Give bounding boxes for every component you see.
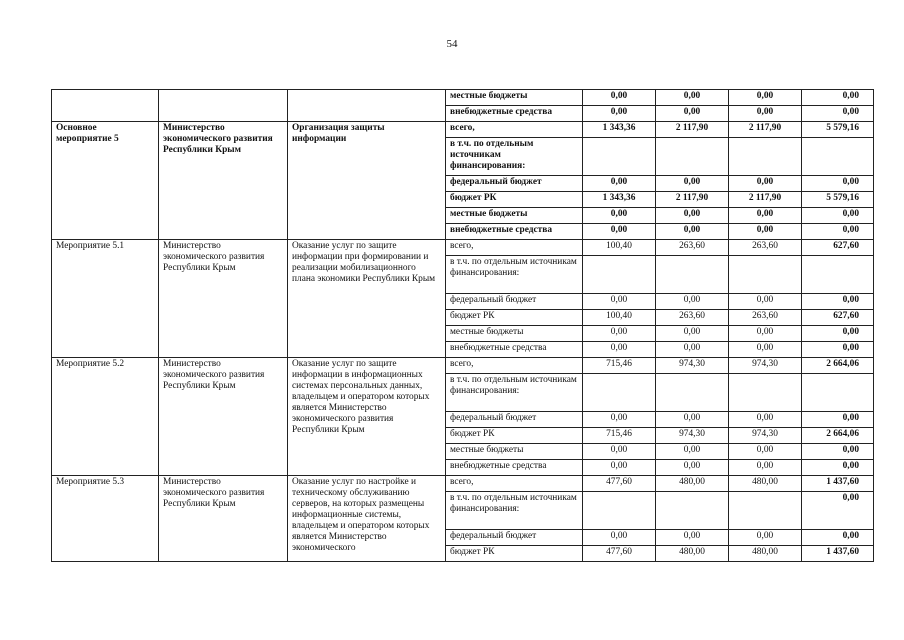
- total-value-cell: 0,00: [802, 176, 874, 192]
- year-value-cell: [729, 138, 802, 176]
- executor-cell: Министерство экономического развития Республики Крым: [159, 240, 288, 358]
- year-value-cell: 480,00: [656, 476, 729, 492]
- year-value-cell: 0,00: [583, 208, 656, 224]
- year-value-cell: 263,60: [729, 310, 802, 326]
- description-cell: Оказание услуг по защите информации в информационных системах персональных данных, владельцем и оператором которых является Министерство экономического развития Республики Крым: [288, 358, 446, 476]
- year-value-cell: 2 117,90: [729, 192, 802, 208]
- total-value-cell: 5 579,16: [802, 122, 874, 138]
- year-value-cell: 0,00: [583, 106, 656, 122]
- year-value-cell: 0,00: [656, 106, 729, 122]
- total-value-cell: 0,00: [802, 530, 874, 546]
- funding-source-cell: федеральный бюджет: [446, 530, 583, 546]
- year-value-cell: [729, 374, 802, 412]
- year-value-cell: 0,00: [729, 460, 802, 476]
- total-value-cell: 0,00: [802, 326, 874, 342]
- total-value-cell: 0,00: [802, 342, 874, 358]
- total-value-cell: 1 437,60: [802, 476, 874, 492]
- year-value-cell: [656, 256, 729, 294]
- funding-source-cell: местные бюджеты: [446, 90, 583, 106]
- year-value-cell: [729, 492, 802, 530]
- year-value-cell: 0,00: [656, 176, 729, 192]
- year-value-cell: 974,30: [656, 428, 729, 444]
- year-value-cell: 974,30: [729, 428, 802, 444]
- funding-source-cell: бюджет РК: [446, 428, 583, 444]
- year-value-cell: 2 117,90: [656, 192, 729, 208]
- funding-source-cell: федеральный бюджет: [446, 412, 583, 428]
- table-row: [52, 90, 874, 106]
- year-value-cell: 480,00: [729, 476, 802, 492]
- year-value-cell: 0,00: [729, 224, 802, 240]
- measure-label-cell: Мероприятие 5.3: [52, 476, 159, 562]
- funding-source-cell: бюджет РК: [446, 192, 583, 208]
- executor-cell: Министерство экономического развития Республики Крым: [159, 122, 288, 240]
- year-value-cell: 0,00: [656, 444, 729, 460]
- year-value-cell: 0,00: [583, 176, 656, 192]
- year-value-cell: 0,00: [729, 90, 802, 106]
- total-value-cell: 0,00: [802, 208, 874, 224]
- total-value-cell: 0,00: [802, 106, 874, 122]
- year-value-cell: 974,30: [729, 358, 802, 374]
- measure-label-cell: Основное мероприятие 5: [52, 122, 159, 240]
- year-value-cell: 263,60: [656, 310, 729, 326]
- total-value-cell: 1 437,60: [802, 546, 874, 562]
- year-value-cell: 0,00: [583, 460, 656, 476]
- year-value-cell: 263,60: [729, 240, 802, 256]
- year-value-cell: 2 117,90: [729, 122, 802, 138]
- year-value-cell: 0,00: [729, 208, 802, 224]
- year-value-cell: 974,30: [656, 358, 729, 374]
- year-value-cell: 0,00: [729, 326, 802, 342]
- total-value-cell: 0,00: [802, 90, 874, 106]
- year-value-cell: 1 343,36: [583, 192, 656, 208]
- year-value-cell: 0,00: [729, 294, 802, 310]
- funding-source-cell: всего,: [446, 476, 583, 492]
- table-row: [52, 122, 874, 138]
- funding-source-cell: федеральный бюджет: [446, 176, 583, 192]
- year-value-cell: 0,00: [729, 444, 802, 460]
- total-value-cell: [802, 256, 874, 294]
- page-number: 54: [446, 38, 458, 50]
- description-cell: [288, 90, 446, 122]
- year-value-cell: 0,00: [656, 90, 729, 106]
- label-cell: [52, 90, 159, 122]
- funding-source-cell: федеральный бюджет: [446, 294, 583, 310]
- year-value-cell: 0,00: [656, 294, 729, 310]
- year-value-cell: [583, 374, 656, 412]
- description-cell: Организация защиты информации: [288, 122, 446, 240]
- executor-cell: Министерство экономического развития Республики Крым: [159, 358, 288, 476]
- year-value-cell: 0,00: [656, 326, 729, 342]
- year-value-cell: 715,46: [583, 358, 656, 374]
- measure-label-cell: Мероприятие 5.1: [52, 240, 159, 358]
- table-row: [52, 476, 874, 492]
- table-row: [52, 240, 874, 256]
- total-value-cell: 0,00: [802, 492, 874, 530]
- funding-table: [51, 89, 874, 562]
- year-value-cell: 0,00: [729, 106, 802, 122]
- funding-table-body: [52, 90, 874, 562]
- year-value-cell: 0,00: [729, 412, 802, 428]
- year-value-cell: 0,00: [583, 326, 656, 342]
- year-value-cell: 0,00: [656, 208, 729, 224]
- year-value-cell: 0,00: [583, 294, 656, 310]
- year-value-cell: 0,00: [656, 224, 729, 240]
- funding-source-cell: в т.ч. по отдельным источникам финансирования:: [446, 256, 583, 294]
- funding-source-cell: местные бюджеты: [446, 208, 583, 224]
- funding-source-cell: местные бюджеты: [446, 326, 583, 342]
- funding-source-cell: внебюджетные средства: [446, 106, 583, 122]
- funding-source-cell: всего,: [446, 358, 583, 374]
- year-value-cell: 477,60: [583, 546, 656, 562]
- executor-cell: Министерство экономического развития Республики Крым: [159, 476, 288, 562]
- total-value-cell: 0,00: [802, 412, 874, 428]
- year-value-cell: 477,60: [583, 476, 656, 492]
- year-value-cell: 0,00: [729, 530, 802, 546]
- year-value-cell: 715,46: [583, 428, 656, 444]
- year-value-cell: [583, 256, 656, 294]
- total-value-cell: 0,00: [802, 444, 874, 460]
- year-value-cell: [583, 138, 656, 176]
- year-value-cell: [656, 374, 729, 412]
- year-value-cell: 0,00: [729, 342, 802, 358]
- funding-source-cell: всего,: [446, 240, 583, 256]
- funding-source-cell: бюджет РК: [446, 310, 583, 326]
- description-cell: Оказание услуг по защите информации при формировании и реализации мобилизационного плана экономики Республики Крым: [288, 240, 446, 358]
- funding-source-cell: всего,: [446, 122, 583, 138]
- year-value-cell: 0,00: [729, 176, 802, 192]
- funding-source-cell: в т.ч. по отдельным источникам финансирования:: [446, 374, 583, 412]
- total-value-cell: 0,00: [802, 294, 874, 310]
- year-value-cell: 0,00: [656, 460, 729, 476]
- year-value-cell: [729, 256, 802, 294]
- funding-source-cell: внебюджетные средства: [446, 342, 583, 358]
- year-value-cell: 0,00: [656, 342, 729, 358]
- year-value-cell: [656, 492, 729, 530]
- year-value-cell: 100,40: [583, 310, 656, 326]
- year-value-cell: 0,00: [656, 412, 729, 428]
- year-value-cell: 0,00: [583, 530, 656, 546]
- funding-source-cell: местные бюджеты: [446, 444, 583, 460]
- funding-source-cell: в т.ч. по отдельным источникам финансирования:: [446, 138, 583, 176]
- total-value-cell: [802, 138, 874, 176]
- total-value-cell: 627,60: [802, 240, 874, 256]
- year-value-cell: 480,00: [729, 546, 802, 562]
- year-value-cell: 480,00: [656, 546, 729, 562]
- year-value-cell: 1 343,36: [583, 122, 656, 138]
- total-value-cell: 5 579,16: [802, 192, 874, 208]
- measure-label-cell: Мероприятие 5.2: [52, 358, 159, 476]
- year-value-cell: 263,60: [656, 240, 729, 256]
- year-value-cell: 2 117,90: [656, 122, 729, 138]
- year-value-cell: [583, 492, 656, 530]
- year-value-cell: 0,00: [583, 444, 656, 460]
- total-value-cell: 0,00: [802, 460, 874, 476]
- total-value-cell: 627,60: [802, 310, 874, 326]
- year-value-cell: [656, 138, 729, 176]
- total-value-cell: 0,00: [802, 224, 874, 240]
- funding-source-cell: бюджет РК: [446, 546, 583, 562]
- funding-source-cell: внебюджетные средства: [446, 460, 583, 476]
- executor-cell: [159, 90, 288, 122]
- year-value-cell: 0,00: [583, 90, 656, 106]
- year-value-cell: 0,00: [656, 530, 729, 546]
- total-value-cell: 2 664,06: [802, 428, 874, 444]
- funding-source-cell: в т.ч. по отдельным источникам финансирования:: [446, 492, 583, 530]
- total-value-cell: 2 664,06: [802, 358, 874, 374]
- total-value-cell: [802, 374, 874, 412]
- year-value-cell: 0,00: [583, 342, 656, 358]
- description-cell: Оказание услуг по настройке и техническому обслуживанию серверов, на которых размещены информационные системы, владельцем и оператором которых является Министерство экономического: [288, 476, 446, 562]
- table-row: [52, 358, 874, 374]
- year-value-cell: 0,00: [583, 412, 656, 428]
- year-value-cell: 0,00: [583, 224, 656, 240]
- funding-source-cell: внебюджетные средства: [446, 224, 583, 240]
- year-value-cell: 100,40: [583, 240, 656, 256]
